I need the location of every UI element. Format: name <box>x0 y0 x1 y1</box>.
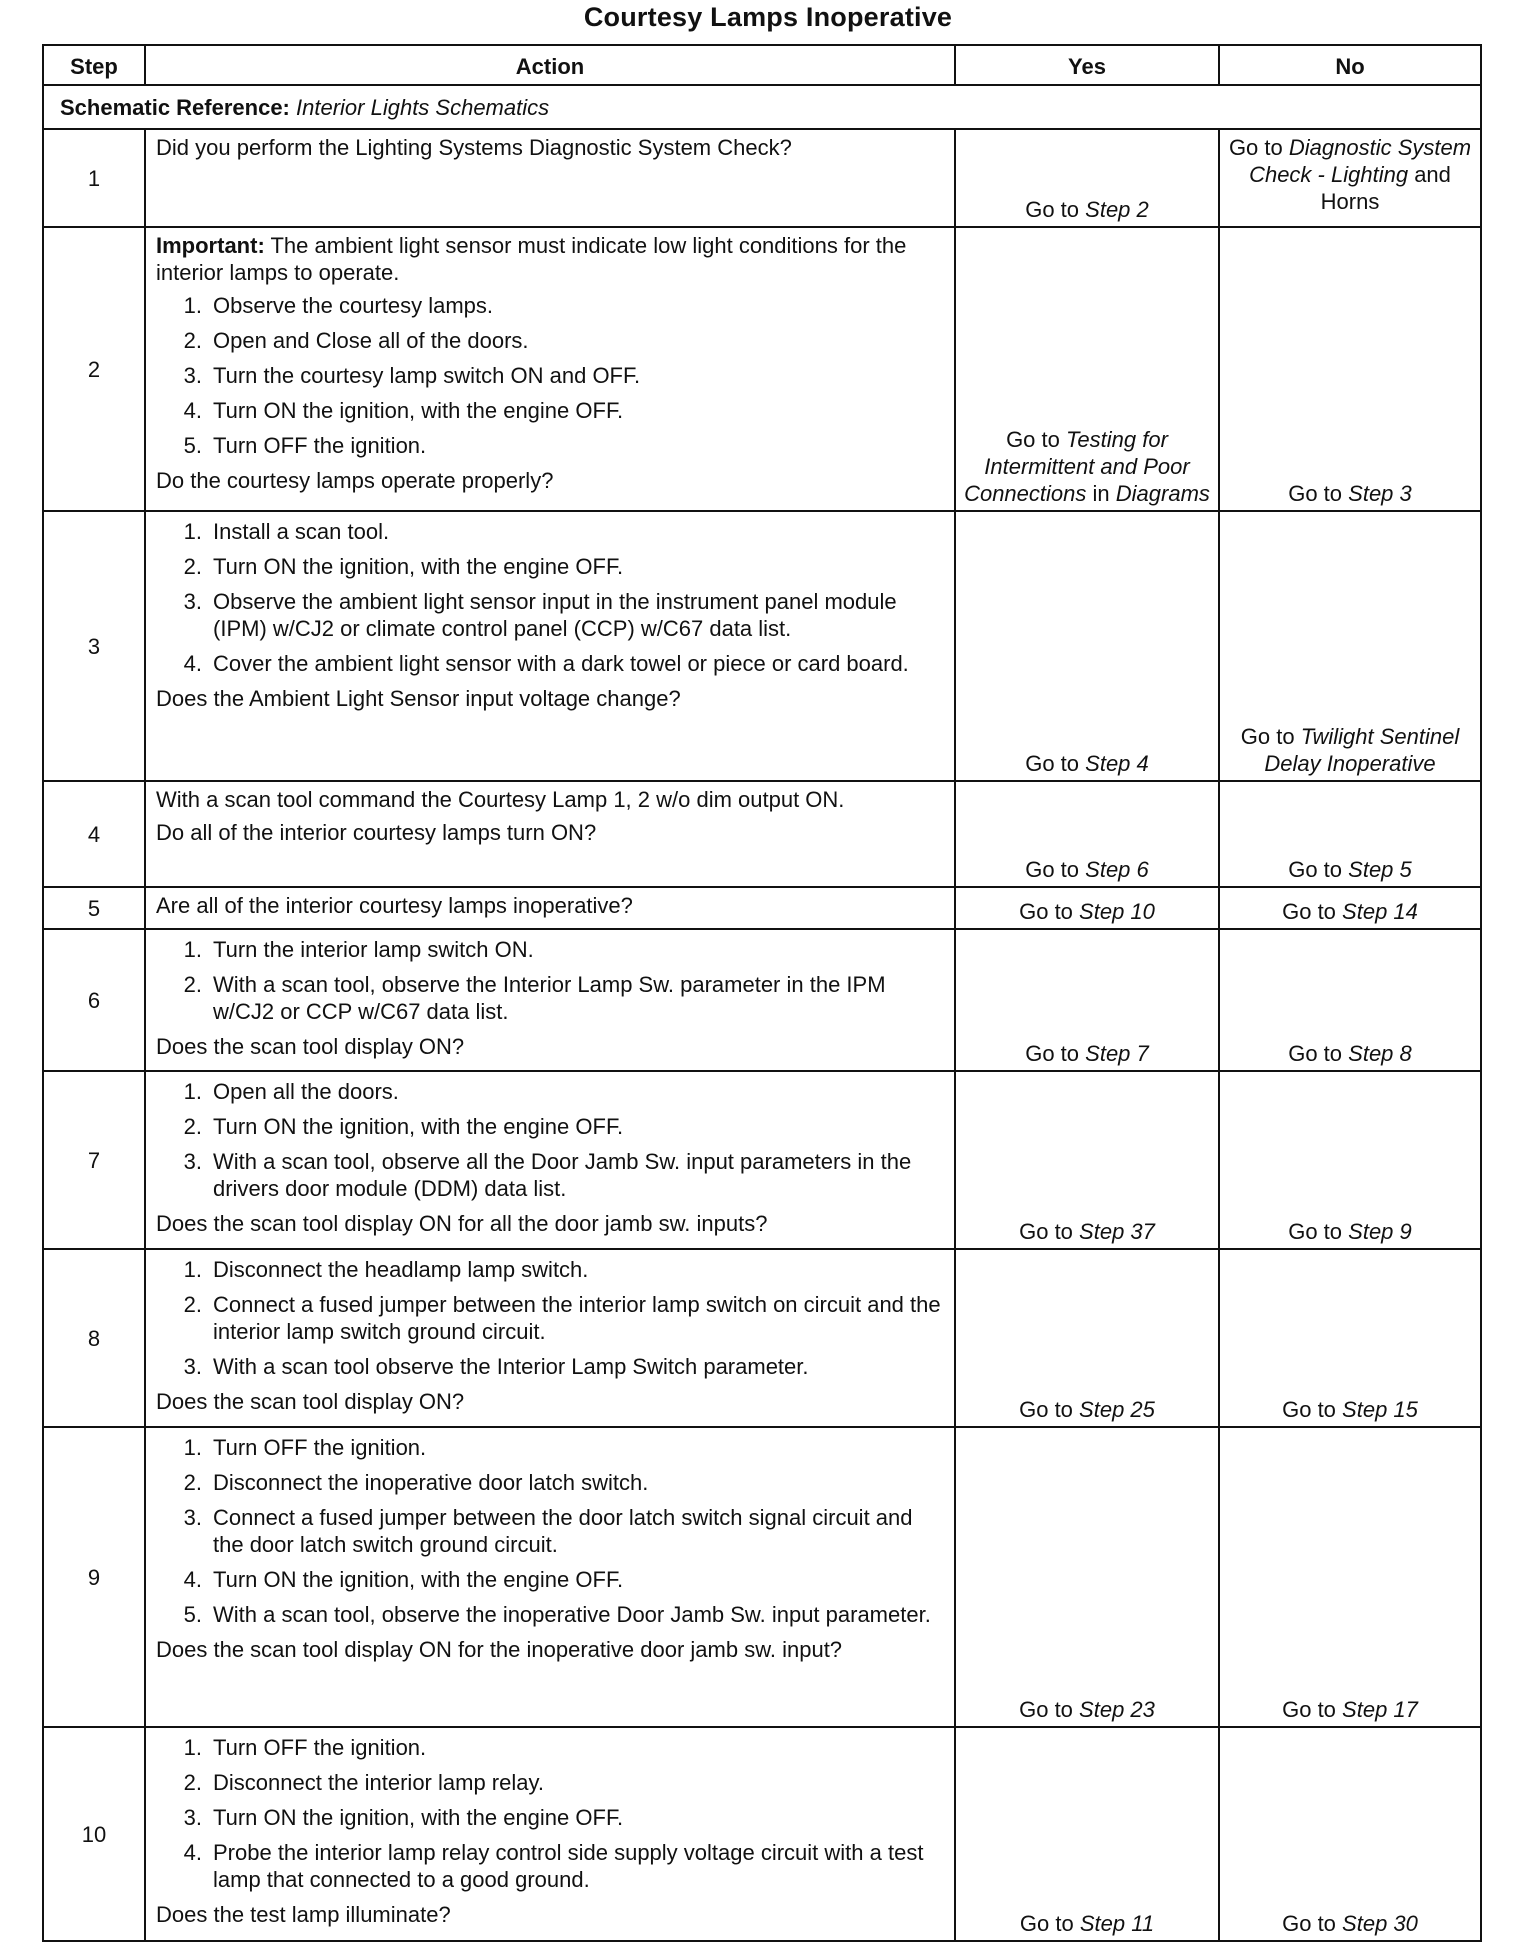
no-link[interactable]: Step 14 <box>1342 899 1418 924</box>
table-row <box>43 227 1481 511</box>
list-item: 1. Install a scan tool. <box>183 519 390 544</box>
step-number: 3 <box>43 511 145 781</box>
no-link[interactable]: Step 3 <box>1348 481 1412 506</box>
list-item: 3. With a scan tool observe the Interior Lamp Switch parameter. <box>183 1354 809 1379</box>
step-number: 9 <box>43 1427 145 1727</box>
list-item: 5. Turn OFF the ignition. <box>183 433 427 458</box>
yes-link[interactable]: Step 10 <box>1079 899 1155 924</box>
list-item: 1. Turn OFF the ignition. <box>183 1435 427 1460</box>
action-steps <box>156 518 944 677</box>
table-row <box>43 511 1481 781</box>
table-row <box>43 129 1481 227</box>
no-link[interactable]: Diagnostic System Check - Lighting <box>1249 135 1472 187</box>
important-note: Important: The ambient light sensor must indicate low light conditions for the interior lamps to operate. <box>156 233 907 285</box>
step-number: 10 <box>43 1727 145 1941</box>
yes-link[interactable]: Step 11 <box>1079 1911 1155 1936</box>
action-question: Do the courtesy lamps operate properly? <box>156 468 554 493</box>
yes-cell: Go to Step 10 <box>955 887 1219 929</box>
action-cell <box>145 129 955 227</box>
yes-cell: Go to Step 6 <box>955 781 1219 887</box>
no-cell: Go to Diagnostic System Check - Lighting and Horns <box>1219 129 1481 227</box>
action-question: Does the scan tool display ON for the inoperative door jamb sw. input? <box>156 1637 843 1662</box>
header-row <box>43 45 1481 85</box>
yes-link[interactable]: Step 7 <box>1085 1041 1149 1066</box>
list-item: 4. Probe the interior lamp relay control side supply voltage circuit with a test lamp that connected to a good ground. <box>183 1840 924 1892</box>
yes-cell: Go to Step 25 <box>955 1249 1219 1427</box>
action-question: Does the test lamp illuminate? <box>156 1902 451 1927</box>
action-cell <box>145 1727 955 1941</box>
action-question: Does the scan tool display ON? <box>156 1034 465 1059</box>
list-item: 1. Observe the courtesy lamps. <box>183 293 494 318</box>
yes-link[interactable]: Step 4 <box>1085 751 1149 776</box>
yes-cell: Go to Step 4 <box>955 511 1219 781</box>
yes-cell: Go to Testing for Intermittent and Poor Connections in Diagrams <box>955 227 1219 511</box>
no-cell: Go to Step 5 <box>1219 781 1481 887</box>
list-item: 3. Turn ON the ignition, with the engine OFF. <box>183 1805 624 1830</box>
page-title: Courtesy Lamps Inoperative <box>583 2 953 32</box>
step-number: 1 <box>43 129 145 227</box>
action-steps <box>156 1734 944 1893</box>
table-row <box>43 1427 1481 1727</box>
schematic-link[interactable]: Interior Lights Schematics <box>296 94 550 120</box>
diagnostic-table <box>42 44 1482 1942</box>
action-steps <box>156 936 944 1025</box>
yes-cell: Go to Step 2 <box>955 129 1219 227</box>
list-item: 2. Disconnect the interior lamp relay. <box>183 1770 544 1795</box>
header-action: Action <box>145 45 955 85</box>
yes-link[interactable]: Step 2 <box>1085 197 1149 222</box>
step-number: 5 <box>43 887 145 929</box>
step-number: 8 <box>43 1249 145 1427</box>
list-item: 3. Connect a fused jumper between the door latch switch signal circuit and the door latch switch ground circuit. <box>183 1505 913 1557</box>
list-item: 2. Turn ON the ignition, with the engine OFF. <box>183 1114 624 1139</box>
list-item: 1. Turn the interior lamp switch ON. <box>183 937 534 962</box>
yes-cell: Go to Step 37 <box>955 1071 1219 1249</box>
no-cell: Go to Step 3 <box>1219 227 1481 511</box>
list-item: 2. With a scan tool, observe the Interior Lamp Sw. parameter in the IPM w/CJ2 or CCP w/C67 data list. <box>183 972 886 1024</box>
no-link[interactable]: Step 30 <box>1342 1911 1418 1936</box>
list-item: 1. Open all the doors. <box>183 1079 399 1104</box>
no-cell: Go to Step 30 <box>1219 1727 1481 1941</box>
schematic-label: Schematic Reference: <box>60 94 290 120</box>
step-number: 6 <box>43 929 145 1071</box>
list-item: 2. Disconnect the inoperative door latch switch. <box>183 1470 649 1495</box>
yes-link-diagrams[interactable]: Diagrams <box>1115 481 1210 506</box>
table-row <box>43 781 1481 887</box>
no-link[interactable]: Step 17 <box>1342 1697 1418 1722</box>
yes-cell: Go to Step 23 <box>955 1427 1219 1727</box>
step-number: 4 <box>43 781 145 887</box>
yes-link[interactable]: Testing for Intermittent and Poor Connections <box>964 427 1190 506</box>
action-cell <box>145 511 955 781</box>
table-row <box>43 1727 1481 1941</box>
header-yes: Yes <box>955 45 1219 85</box>
no-link[interactable]: Step 15 <box>1342 1397 1418 1422</box>
table-row <box>43 887 1481 929</box>
action-question: Does the scan tool display ON for all the door jamb sw. inputs? <box>156 1211 768 1236</box>
action-cell <box>145 781 955 887</box>
no-link[interactable]: Twilight Sentinel Delay Inoperative <box>1264 724 1460 776</box>
action-cell <box>145 887 955 929</box>
no-link[interactable]: Step 9 <box>1348 1219 1412 1244</box>
table-row <box>43 929 1481 1071</box>
action-cell <box>145 1071 955 1249</box>
schematic-row <box>43 85 1481 129</box>
yes-link[interactable]: Step 6 <box>1085 857 1149 882</box>
header-step: Step <box>43 45 145 85</box>
action-question: Did you perform the Lighting Systems Diagnostic System Check? <box>156 135 792 160</box>
action-cell <box>145 929 955 1071</box>
action-steps <box>156 292 944 459</box>
list-item: 4. Cover the ambient light sensor with a dark towel or piece or card board. <box>183 651 909 676</box>
no-cell: Go to Step 14 <box>1219 887 1481 929</box>
no-cell: Go to Step 15 <box>1219 1249 1481 1427</box>
action-cell <box>145 227 955 511</box>
list-item: 2. Connect a fused jumper between the interior lamp switch on circuit and the interior lamp switch ground circuit. <box>183 1292 941 1344</box>
step-number: 7 <box>43 1071 145 1249</box>
list-item: 3. Turn the courtesy lamp switch ON and OFF. <box>183 363 641 388</box>
action-cell <box>145 1427 955 1727</box>
schematic-reference <box>43 85 1481 129</box>
action-steps <box>156 1256 944 1380</box>
list-item: 2. Turn ON the ignition, with the engine OFF. <box>183 554 624 579</box>
table-row <box>43 1249 1481 1427</box>
no-cell: Go to Step 9 <box>1219 1071 1481 1249</box>
no-link[interactable]: Step 5 <box>1348 857 1412 882</box>
yes-link[interactable]: Step 23 <box>1079 1697 1155 1722</box>
no-cell: Go to Step 17 <box>1219 1427 1481 1727</box>
action-text: With a scan tool command the Courtesy Lamp 1, 2 w/o dim output ON. <box>156 787 845 812</box>
no-cell: Go to Step 8 <box>1219 929 1481 1071</box>
list-item: 1. Turn OFF the ignition. <box>183 1735 427 1760</box>
step-number: 2 <box>43 227 145 511</box>
table-row <box>43 1071 1481 1249</box>
list-item: 4. Turn ON the ignition, with the engine OFF. <box>183 1567 624 1592</box>
list-item: 4. Turn ON the ignition, with the engine OFF. <box>183 398 624 423</box>
header-no: No <box>1219 45 1481 85</box>
action-cell <box>145 1249 955 1427</box>
yes-cell: Go to Step 7 <box>955 929 1219 1071</box>
list-item: 3. With a scan tool, observe all the Door Jamb Sw. input parameters in the drivers door module (DDM) data list. <box>183 1149 912 1201</box>
no-link[interactable]: Step 8 <box>1348 1041 1412 1066</box>
list-item: 5. With a scan tool, observe the inoperative Door Jamb Sw. input parameter. <box>183 1602 931 1627</box>
yes-link[interactable]: Step 37 <box>1079 1219 1155 1244</box>
action-question: Do all of the interior courtesy lamps turn ON? <box>156 820 597 845</box>
list-item: 3. Observe the ambient light sensor input in the instrument panel module (IPM) w/CJ2 or climate control panel (CCP) w/C67 data list. <box>183 589 897 641</box>
action-question: Does the scan tool display ON? <box>156 1389 465 1414</box>
no-cell: Go to Twilight Sentinel Delay Inoperative <box>1219 511 1481 781</box>
action-steps <box>156 1078 944 1202</box>
list-item: 2. Open and Close all of the doors. <box>183 328 529 353</box>
yes-cell: Go to Step 11 <box>955 1727 1219 1941</box>
yes-link[interactable]: Step 25 <box>1079 1397 1155 1422</box>
action-steps <box>156 1434 944 1628</box>
action-question: Are all of the interior courtesy lamps inoperative? <box>156 893 633 918</box>
action-question: Does the Ambient Light Sensor input voltage change? <box>156 686 681 711</box>
list-item: 1. Disconnect the headlamp lamp switch. <box>183 1257 589 1282</box>
